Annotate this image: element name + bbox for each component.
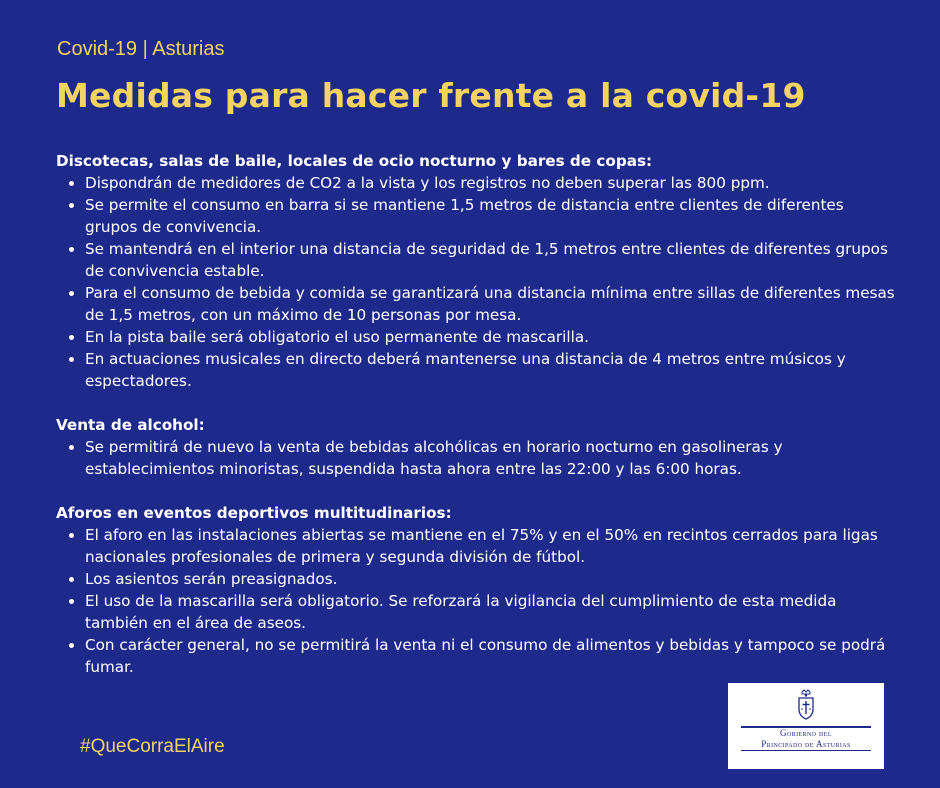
list-item: • Se permite el consumo en barra si se mantiene 1,5 metros de distancia entre clientes de diferentes grupos de convivencia. — [85, 194, 896, 238]
section-venta-alcohol — [56, 414, 896, 480]
logo-text — [738, 726, 874, 751]
logo-rule — [741, 750, 871, 752]
list-item: • En actuaciones musicales en directo deberá mantenerse una distancia de 4 metros entre músicos y espectadores. — [85, 348, 896, 392]
page-title: Medidas para hacer frente a la covid-19 — [56, 76, 806, 115]
section-heading: Discotecas, salas de baile, locales de ocio nocturno y bares de copas: — [56, 152, 653, 170]
logo-line-2: Principado de Asturias — [761, 738, 851, 749]
list-item: • En la pista baile será obligatorio el uso permanente de mascarilla. — [85, 326, 896, 348]
bullet-list — [56, 524, 896, 678]
list-item: • Con carácter general, no se permitirá la venta ni el consumo de alimentos y bebidas y tampoco se podrá fumar. — [85, 634, 896, 678]
list-item: • El aforo en las instalaciones abiertas se mantiene en el 75% y en el 50% en recintos cerrados para ligas nacionales profesionales de primera y segunda división de fútbol. — [85, 524, 896, 568]
bullet-list — [56, 436, 896, 480]
list-item: • Se permitirá de nuevo la venta de bebidas alcohólicas en horario nocturno en gasolineras y establecimientos minoristas, suspendida hasta ahora entre las 22:00 y las 6:00 horas. — [85, 436, 896, 480]
section-aforos — [56, 502, 896, 678]
section-heading: Aforos en eventos deportivos multitudinarios: — [56, 504, 452, 522]
list-item: • El uso de la mascarilla será obligatorio. Se reforzará la vigilancia del cumplimiento de esta medida también en el área de aseos. — [85, 590, 896, 634]
measures-content — [56, 150, 896, 700]
crest-icon — [794, 689, 818, 721]
logo-line-1: Gobierno del — [780, 727, 832, 738]
list-item: • Se mantendrá en el interior una distancia de seguridad de 1,5 metros entre clientes de diferentes grupos de convivencia estable. — [85, 238, 896, 282]
section-discotecas — [56, 150, 896, 392]
hashtag: #QueCorraElAire — [80, 736, 225, 757]
kicker-label: Covid-19 | Asturias — [57, 38, 225, 60]
list-item: • Para el consumo de bebida y comida se garantizará una distancia mínima entre sillas de diferentes mesas de 1,5 metros, con un máximo de 10 personas por mesa. — [85, 282, 896, 326]
bullet-list — [56, 172, 896, 392]
government-logo — [728, 683, 884, 769]
section-heading: Venta de alcohol: — [56, 416, 205, 434]
list-item: • Dispondrán de medidores de CO2 a la vista y los registros no deben superar las 800 ppm. — [85, 172, 896, 194]
list-item: • Los asientos serán preasignados. — [85, 568, 896, 590]
